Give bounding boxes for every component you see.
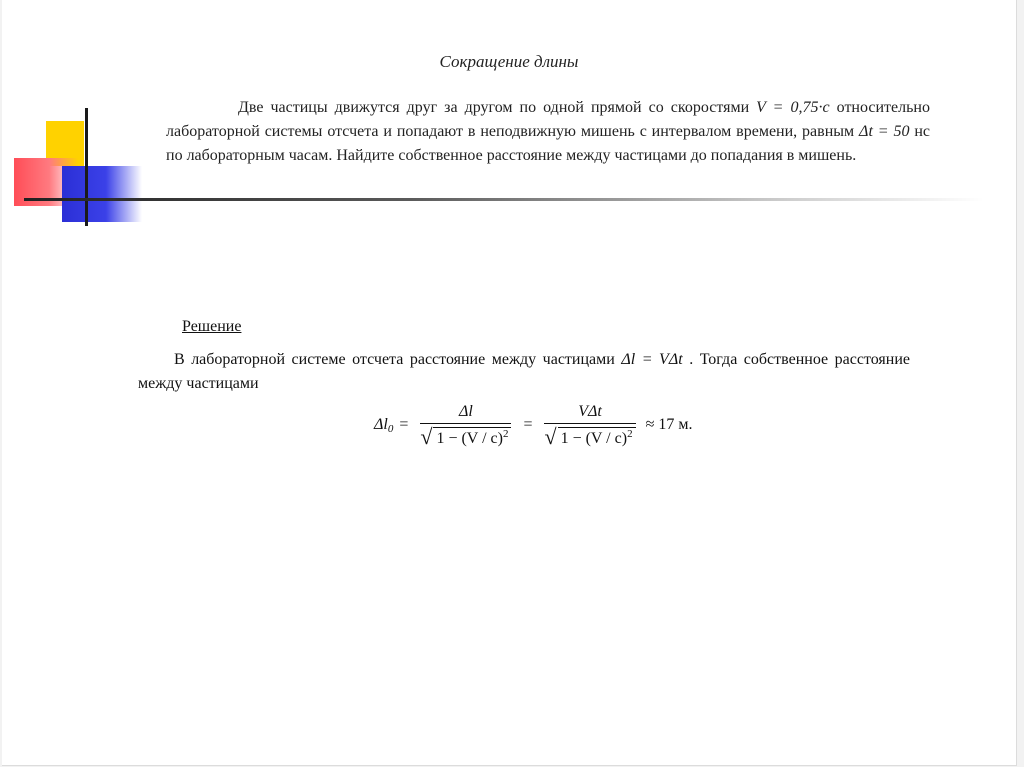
fraction-2-numerator: VΔt: [578, 402, 602, 420]
problem-interval: Δt = 50: [859, 123, 910, 140]
problem-statement: [166, 96, 930, 168]
fraction-2-den-exp: 2: [627, 427, 633, 440]
slide-title: Сокращение длины: [439, 52, 579, 71]
sqrt-icon: √: [420, 423, 433, 449]
solution-text-1: В лабораторной системе отсчета расстояние между частицами: [174, 351, 622, 368]
problem-text-3: нс по лабораторным часам. Найдите собственное расстояние между частицами до попадания в мишень.: [166, 123, 930, 164]
problem-text-2: относительно лабораторной системы отсчета и попадают в неподвижную мишень с интервалом времени, равным: [166, 99, 930, 140]
fraction-1-numerator: Δl: [458, 402, 473, 420]
equals-sign-1: =: [399, 416, 409, 433]
equals-sign-2: =: [523, 416, 533, 433]
solution-formula-lab: Δl = VΔt: [621, 351, 683, 368]
decor-horizontal-line: [24, 198, 984, 201]
solution-text-2: . Тогда собственное расстояние между частицами: [138, 351, 911, 392]
decor-vertical-line: [85, 108, 88, 226]
problem-velocity: V = 0,75·c: [756, 99, 830, 116]
fraction-1-denominator: [420, 424, 511, 448]
solution-heading: Решение: [182, 318, 242, 335]
fraction-2: [544, 403, 635, 448]
length-formula: [374, 392, 692, 458]
fraction-1: [420, 403, 511, 448]
solution-text: [138, 348, 910, 396]
formula-lhs-sub: 0: [387, 422, 394, 435]
fraction-1-den-text: 1 − (V / c): [436, 429, 503, 447]
fraction-2-denominator: [544, 424, 635, 448]
fraction-1-den-exp: 2: [502, 427, 509, 440]
slide: [2, 0, 1017, 766]
formula-lhs: $\Delta l_0$: [374, 415, 394, 435]
formula-result: ≈ 17 м.: [645, 416, 693, 433]
problem-text-1: Две частицы движутся друг за другом по одной прямой со скоростями: [238, 99, 757, 116]
sqrt-icon: √: [544, 423, 557, 449]
fraction-2-den-text: 1 − (V / c): [560, 429, 628, 447]
decor-blue-square: [62, 166, 142, 222]
